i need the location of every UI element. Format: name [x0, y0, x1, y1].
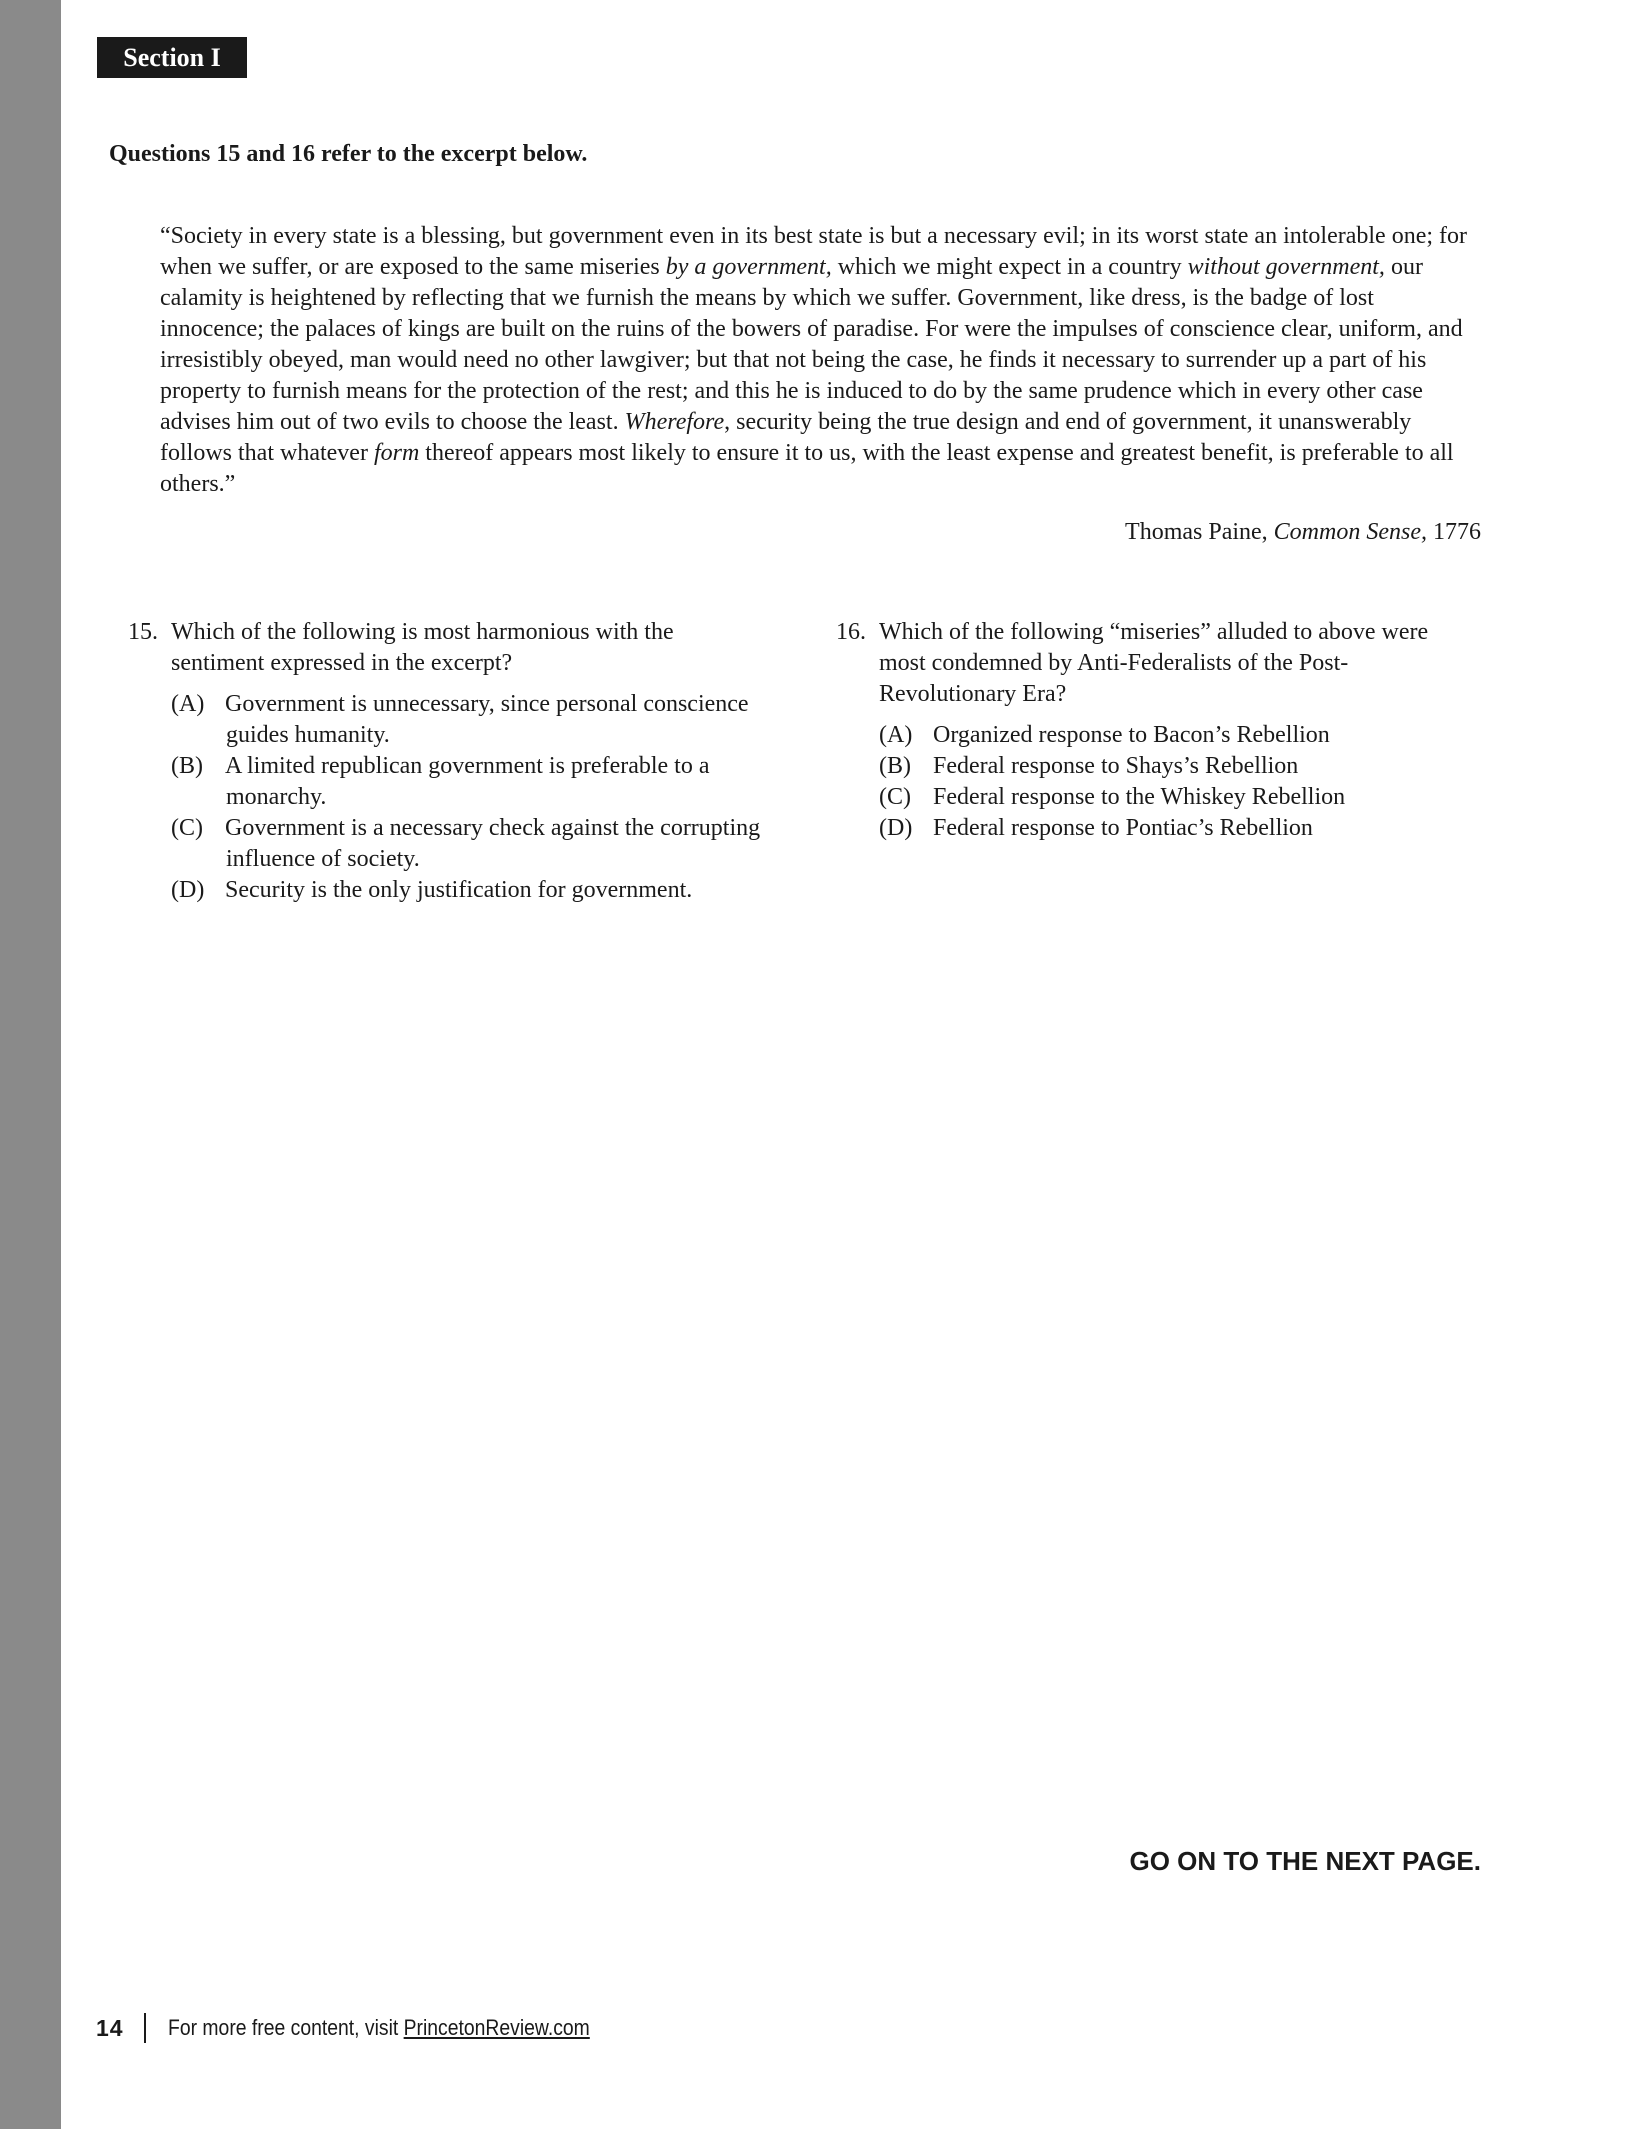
- question-number: 16.: [836, 619, 866, 645]
- choice-letter: (D): [171, 877, 205, 903]
- passage-text: our calamity is heightened by reflecting that we furnish the means by which we suffer. Government, like dress, is the badge of lost innocence; the palaces of kings are built on the ruins of the bowers of paradise. For were the impulses of conscience clear, uniform, and irresistibly obeyed, man would need no other lawgiver; but that not being the case, he finds it necessary to surrender up a part of his property to furnish means for the protection of the rest; and this he is induced to do by the same prudence which in every other case advises him out of two evils to choose the least.: [160, 254, 1463, 435]
- answer-choice-a[interactable]: [171, 689, 768, 751]
- passage-text: thereof appears most likely to ensure it to us, with the least expense and greatest benefit, is preferable to all others.”: [160, 440, 1454, 497]
- answer-choice-c[interactable]: [879, 782, 1476, 813]
- passage-text: which we might expect in a country: [831, 254, 1188, 280]
- answer-choice-c[interactable]: [171, 813, 768, 875]
- choice-letter: (C): [171, 815, 203, 841]
- question-number: 15.: [128, 619, 158, 645]
- choice-letter: (C): [879, 784, 911, 810]
- choice-letter: (B): [171, 753, 203, 779]
- choice-text: Federal response to the Whiskey Rebellion: [933, 784, 1346, 810]
- passage-attribution: [1125, 519, 1481, 546]
- answer-choices: [171, 689, 768, 906]
- excerpt-passage: [160, 221, 1480, 500]
- choice-text: A limited republican government is preferable to a monarchy.: [225, 753, 710, 810]
- passage-text: “Society in every state is a blessing, but government even in its best state is but a necessary evil; in its worst state an intolerable one; for when we suffer, or are exposed to the same miseries: [160, 223, 1468, 280]
- attribution-year: 1776: [1427, 519, 1481, 545]
- footer-divider: [144, 2013, 146, 2043]
- choice-text: Government is a necessary check against the corrupting influence of society.: [225, 815, 761, 872]
- answer-choices: [879, 720, 1476, 844]
- attribution-author: Thomas Paine,: [1125, 519, 1274, 545]
- go-on-notice: GO ON TO THE NEXT PAGE.: [1129, 1846, 1481, 1876]
- choice-text: Government is unnecessary, since personal conscience guides humanity.: [225, 691, 749, 748]
- passage-italic: form: [373, 440, 420, 466]
- choice-text: Federal response to Pontiac’s Rebellion: [933, 815, 1313, 841]
- choice-letter: (B): [879, 753, 911, 779]
- choice-letter: (A): [171, 691, 205, 717]
- question-stem: [128, 617, 768, 679]
- choice-text: Security is the only justification for government.: [225, 877, 693, 903]
- page-footer: [96, 2013, 647, 2043]
- question-text: Which of the following is most harmonious with the sentiment expressed in the excerpt?: [171, 619, 674, 676]
- page-number: 14: [96, 2014, 124, 2041]
- answer-choice-b[interactable]: [879, 751, 1476, 782]
- question-text: Which of the following “miseries” alluded to above were most condemned by Anti-Federalists of the Post-Revolutionary Era?: [879, 619, 1429, 707]
- answer-choice-b[interactable]: [171, 751, 768, 813]
- choice-letter: (D): [879, 815, 913, 841]
- question-stem: [836, 617, 1476, 710]
- answer-choice-d[interactable]: [171, 875, 768, 906]
- choice-letter: (A): [879, 722, 913, 748]
- directions-heading: Questions 15 and 16 refer to the excerpt below.: [109, 141, 588, 167]
- princeton-review-link[interactable]: PrincetonReview.com: [403, 2015, 590, 2040]
- answer-choice-d[interactable]: [879, 813, 1476, 844]
- question-16: [836, 617, 1476, 844]
- answer-choice-a[interactable]: [879, 720, 1476, 751]
- footer-promo-text: For more free content, visit: [167, 2015, 404, 2040]
- section-label: Section I: [97, 37, 247, 78]
- passage-text: , security being the true design and end of government, it unanswerably follows that whatever: [160, 409, 1412, 466]
- choice-text: Federal response to Shays’s Rebellion: [933, 753, 1299, 779]
- question-15: [128, 617, 768, 906]
- side-margin-bar: [0, 0, 61, 2129]
- passage-italic: Wherefore: [624, 409, 725, 435]
- attribution-work: Common Sense,: [1273, 519, 1427, 545]
- passage-italic: by a government,: [665, 254, 832, 280]
- choice-text: Organized response to Bacon’s Rebellion: [933, 722, 1330, 748]
- footer-promo: [168, 2015, 590, 2041]
- passage-italic: without government,: [1187, 254, 1385, 280]
